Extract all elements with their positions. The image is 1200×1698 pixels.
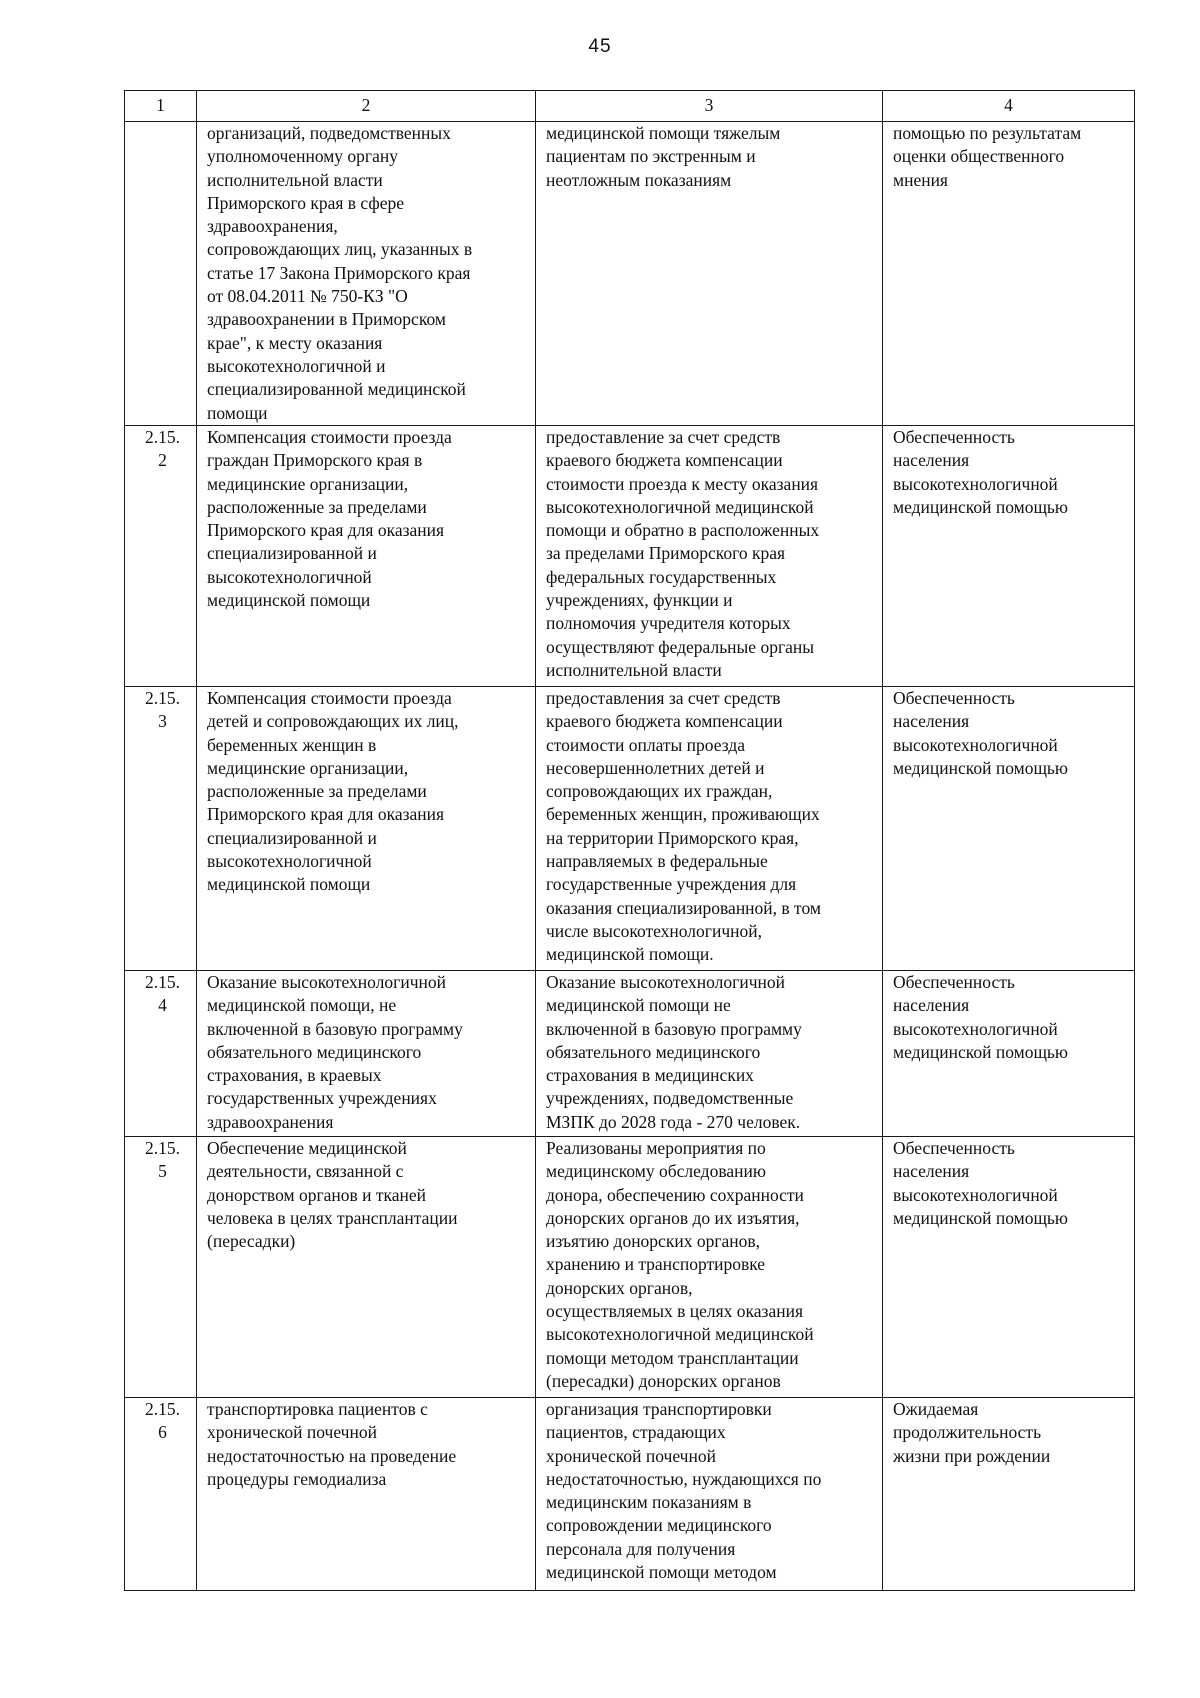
activity-cell: Обеспечение медицинской деятельности, связанной с донорством органов и тканей человека в целях трансплантации (пересадки)	[197, 1137, 536, 1398]
indicator-cell: Обеспеченность населения высокотехнологичной медицинской помощью	[883, 1137, 1135, 1398]
measures-table	[124, 90, 1135, 1591]
activity-cell: Оказание высокотехнологичной медицинской помощи, не включенной в базовую программу обязательного медицинского страхования, в краевых государственных учреждениях здравоохранения	[197, 971, 536, 1137]
column-header-1: 1	[125, 91, 197, 122]
activity-cell: транспортировка пациентов с хронической почечной недостаточностью на проведение процедуры гемодиализа	[197, 1398, 536, 1591]
activity-cell: Компенсация стоимости проезда детей и сопровождающих их лиц, беременных женщин в медицинские организации, расположенные за пределами Приморского края для оказания специализированной и высокотехнологичной медицинской помощи	[197, 687, 536, 971]
table-row	[125, 122, 1135, 426]
result-cell: медицинской помощи тяжелым пациентам по экстренным и неотложным показаниям	[536, 122, 883, 426]
result-cell: предоставления за счет средств краевого бюджета компенсации стоимости оплаты проезда несовершеннолетних детей и сопровождающих их граждан, беременных женщин, проживающих на территории Приморского края, направляемых в федеральные государственные учреждения для оказания специализированной, в том числе высокотехнологичной, медицинской помощи.	[536, 687, 883, 971]
row-number: 2.15. 4	[125, 971, 197, 1137]
indicator-cell: Обеспеченность населения высокотехнологичной медицинской помощью	[883, 426, 1135, 687]
indicator-cell: Обеспеченность населения высокотехнологичной медицинской помощью	[883, 687, 1135, 971]
column-header-4: 4	[883, 91, 1135, 122]
activity-cell: организаций, подведомственных уполномоченному органу исполнительной власти Приморского края в сфере здравоохранения, сопровождающих лиц, указанных в статье 17 Закона Приморского края от 08.04.2011 № 750-КЗ "О здравоохранении в Приморском крае", к месту оказания высокотехнологичной и специализированной медицинской помощи	[197, 122, 536, 426]
row-number: 2.15. 5	[125, 1137, 197, 1398]
table-row	[125, 1398, 1135, 1591]
result-cell: организация транспортировки пациентов, страдающих хронической почечной недостаточностью, нуждающихся по медицинским показаниям в сопровождении медицинского персонала для получения медицинской помощи методом	[536, 1398, 883, 1591]
result-cell: Оказание высокотехнологичной медицинской помощи не включенной в базовую программу обязательного медицинского страхования в медицинских учреждениях, подведомственные МЗПК до 2028 года - 270 человек.	[536, 971, 883, 1137]
table-row	[125, 971, 1135, 1137]
result-cell: Реализованы мероприятия по медицинскому обследованию донора, обеспечению сохранности донорских органов до их изъятия, изъятию донорских органов, хранению и транспортировке донорских органов, осуществляемых в целях оказания высокотехнологичной медицинской помощи методом трансплантации (пересадки) донорских органов	[536, 1137, 883, 1398]
table-row	[125, 426, 1135, 687]
indicator-cell: Ожидаемая продолжительность жизни при рождении	[883, 1398, 1135, 1591]
column-number-row	[125, 91, 1135, 122]
row-number: 2.15. 2	[125, 426, 197, 687]
indicator-cell: помощью по результатам оценки общественного мнения	[883, 122, 1135, 426]
column-header-3: 3	[536, 91, 883, 122]
result-cell: предоставление за счет средств краевого бюджета компенсации стоимости проезда к месту оказания высокотехнологичной медицинской помощи и обратно в расположенных за пределами Приморского края федеральных государственных учреждениях, функции и полномочия учредителя которых осуществляют федеральные органы исполнительной власти	[536, 426, 883, 687]
row-number: 2.15. 6	[125, 1398, 197, 1591]
row-number: 2.15. 3	[125, 687, 197, 971]
indicator-cell: Обеспеченность населения высокотехнологичной медицинской помощью	[883, 971, 1135, 1137]
row-number	[125, 122, 197, 426]
column-header-2: 2	[197, 91, 536, 122]
page-number: 45	[588, 36, 612, 57]
activity-cell: Компенсация стоимости проезда граждан Приморского края в медицинские организации, расположенные за пределами Приморского края для оказания специализированной и высокотехнологичной медицинской помощи	[197, 426, 536, 687]
table-row	[125, 687, 1135, 971]
table-row	[125, 1137, 1135, 1398]
